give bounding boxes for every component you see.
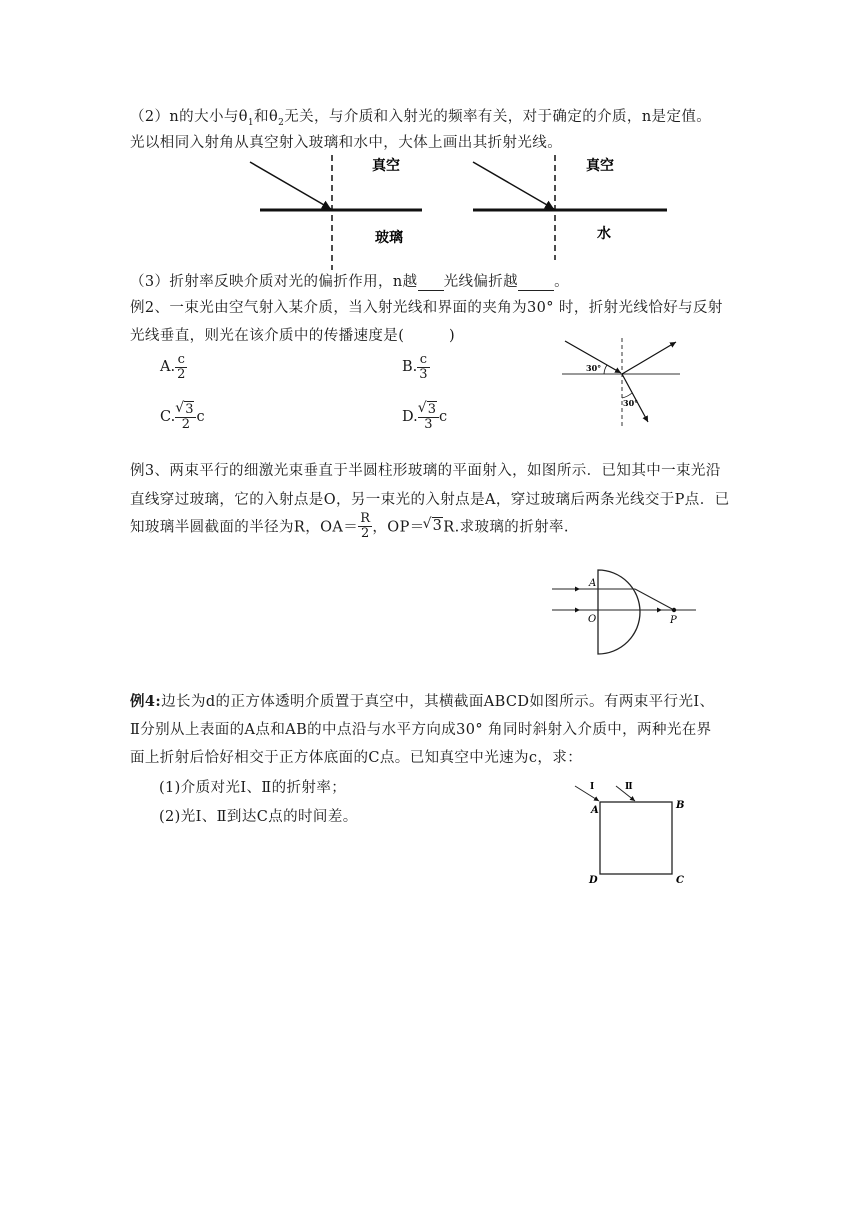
- ex3-frac-num: R: [360, 511, 371, 526]
- ex4-label: 例4:: [130, 693, 162, 710]
- ex4-question-2: (2)光Ⅰ、Ⅱ到达C点的时间差。: [159, 809, 358, 825]
- square-abcd: [600, 802, 672, 874]
- option-c-num: [175, 403, 196, 418]
- option-c-fraction: [175, 403, 196, 431]
- theta2-subscript: 2: [278, 117, 285, 128]
- left-bottom-label: 玻璃: [375, 230, 403, 246]
- ex3-radicand: 3: [432, 518, 443, 535]
- ray-i: [575, 786, 599, 801]
- ex3-text-a: 知玻璃半圆截面的半径为R，OA＝: [130, 519, 359, 536]
- ex4-figure: [570, 780, 690, 886]
- p2-line1: [130, 105, 711, 128]
- p2-line2: 光以相同入射角从真空射入玻璃和水中，大体上画出其折射光线。: [130, 135, 563, 151]
- option-d-num: [418, 403, 439, 418]
- option-c-radicand: 3: [185, 402, 194, 417]
- ex4-line2: Ⅱ分别从上表面的A点和AB的中点沿与水平方向成30° 角同时斜射入介质中，两种光在界: [130, 722, 712, 738]
- option-d-label: D.: [402, 409, 418, 426]
- option-a-num: c: [175, 353, 187, 368]
- ex3-line3: [130, 512, 569, 540]
- ex3-line1: 例3、两束平行的细激光束垂直于半圆柱形玻璃的平面射入，如图所示．已知其中一束光沿: [130, 463, 721, 479]
- option-b[interactable]: [402, 353, 430, 381]
- option-b-fraction: [417, 353, 429, 381]
- ex3-frac-den: 2: [360, 525, 370, 541]
- refraction-figure: [245, 150, 675, 272]
- option-b-label: B.: [402, 359, 418, 376]
- ex2-line1: 例2、一束光由空气射入某介质，当入射光线和界面的夹角为30° 时，折射光线恰好与反射: [130, 300, 723, 316]
- ex2-figure: [560, 336, 685, 432]
- option-c-den: 2: [181, 416, 190, 432]
- ex3-sqrt: [425, 518, 444, 534]
- answer-blank-1[interactable]: [418, 274, 444, 291]
- option-a-label: A.: [160, 359, 176, 376]
- ex3-fraction: [358, 512, 372, 540]
- p2-text-a: （2）n的大小与θ: [130, 109, 248, 125]
- theta1-subscript: 1: [247, 117, 255, 128]
- left-top-label: 真空: [372, 158, 400, 174]
- label-p: P: [670, 615, 677, 626]
- glass-incident-ray: [250, 162, 331, 209]
- option-a[interactable]: [160, 353, 187, 381]
- option-b-num: c: [417, 353, 429, 368]
- option-c[interactable]: [160, 403, 205, 431]
- option-b-den: 3: [419, 366, 428, 382]
- ex4-question-1: (1)介质对光Ⅰ、Ⅱ的折射率；: [159, 780, 347, 796]
- label-o: O: [588, 614, 597, 625]
- option-d-sqrt: [420, 403, 437, 417]
- point-p: [672, 608, 676, 612]
- label-ray-ii: Ⅱ: [625, 782, 633, 792]
- ex2-angle-label-top: 30°: [586, 363, 602, 373]
- ex2-reflected-ray: [622, 342, 676, 374]
- ex2-line2: 光线垂直，则光在该介质中的传播速度是( ): [130, 328, 456, 344]
- p3-text-a: （3）折射率反映介质对光的偏折作用，n越: [130, 274, 418, 290]
- p3-text-c: 。: [554, 274, 569, 290]
- ex2-angle-label-bottom: 30°: [623, 398, 639, 408]
- option-d-tail: c: [439, 409, 448, 426]
- ex3-text-c: R.求玻璃的折射率.: [443, 519, 569, 536]
- p2-text-b: 和θ: [254, 109, 279, 125]
- semicircle-glass: [598, 570, 640, 654]
- ex2-angle-arc-top: [604, 365, 607, 374]
- option-c-label: C.: [160, 409, 176, 426]
- ex3-text-b: ，OP＝: [372, 519, 425, 536]
- option-d-radicand: 3: [427, 402, 436, 417]
- p3-text-b: 光线偏折越: [443, 274, 519, 290]
- label-a: A: [591, 805, 599, 816]
- ex3-figure: [550, 568, 700, 656]
- label-a: A: [589, 578, 597, 589]
- option-a-den: 2: [177, 366, 186, 382]
- option-d-den: 3: [424, 416, 433, 432]
- right-top-label: 真空: [586, 158, 614, 174]
- ex4-line1: [130, 690, 714, 711]
- label-b: B: [676, 800, 685, 811]
- option-d[interactable]: [402, 403, 447, 431]
- answer-blank-2[interactable]: [518, 274, 554, 291]
- option-c-sqrt: [177, 403, 194, 417]
- option-d-fraction: [418, 403, 439, 431]
- ex3-line2: 直线穿过玻璃，它的入射点是O，另一束光的入射点是A，穿过玻璃后两条光线交于P点．已: [130, 492, 730, 508]
- ray-through-a-out: [635, 589, 674, 610]
- p2-text-c: 无关，与介质和入射光的频率有关，对于确定的介质，n是定值。: [284, 109, 712, 125]
- option-a-fraction: [175, 353, 187, 381]
- ex4-text-1: 边长为d的正方体透明介质置于真空中，其横截面ABCD如图所示。有两束平行光Ⅰ、: [161, 694, 715, 710]
- label-ray-i: Ⅰ: [590, 782, 595, 792]
- label-d: D: [589, 875, 598, 886]
- p3-line: [130, 270, 569, 291]
- ex4-line3: 面上折射后恰好相交于正方体底面的C点。已知真空中光速为c，求：: [130, 750, 583, 766]
- right-bottom-label: 水: [597, 226, 611, 242]
- label-c: C: [676, 875, 684, 886]
- water-incident-ray: [473, 162, 554, 209]
- option-c-tail: c: [196, 409, 205, 426]
